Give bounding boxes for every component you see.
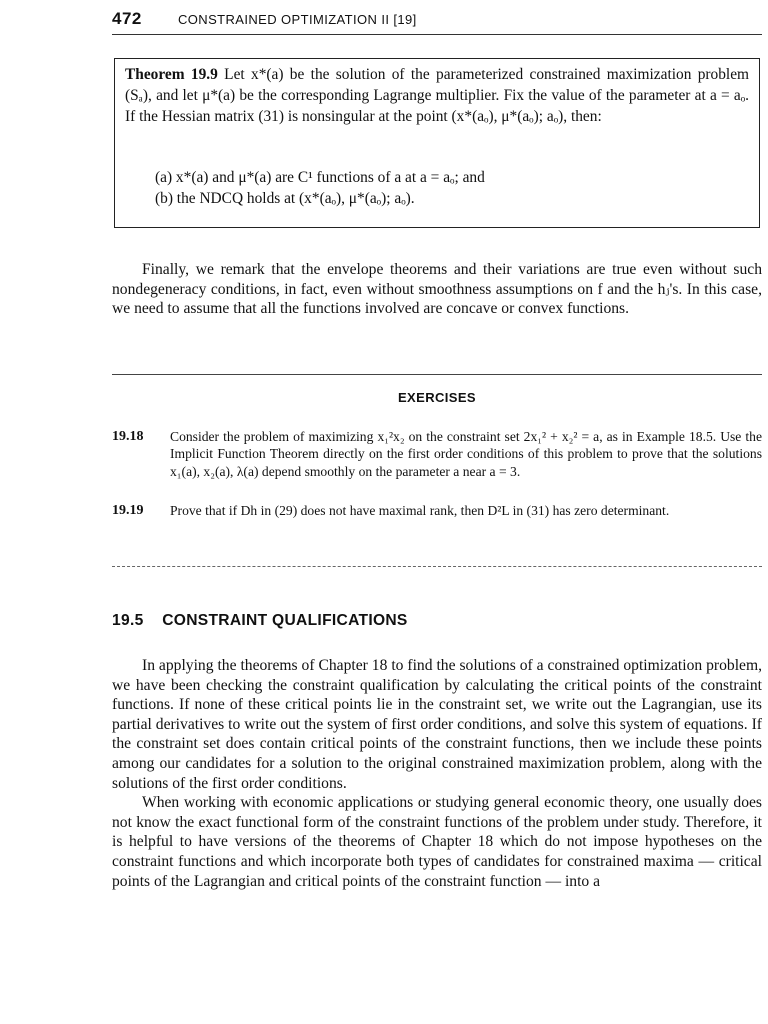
theorem-text: Let x*(a) be the solution of the parameterized constrained maximization problem (Sₐ), and let μ*(a) be the corresponding Lagrange multiplier. Fix the value of the parameter at a = aₒ. If the Hessian matrix (31) is nonsingular at the point (x*(aₒ), μ*(aₒ); aₒ), then: bbox=[125, 66, 750, 125]
theorem-statement bbox=[125, 64, 749, 127]
section-heading bbox=[112, 612, 762, 630]
closing-paragraph bbox=[112, 260, 762, 319]
section-title: CONSTRAINT QUALIFICATIONS bbox=[162, 612, 408, 629]
exercise-text: Prove that if Dh in (29) does not have maximal rank, then D²L in (31) has zero determinant. bbox=[170, 503, 670, 518]
theorem-label: Theorem 19.9 bbox=[125, 66, 218, 83]
exercise-19-19 bbox=[112, 502, 762, 538]
theorem-item-b: (b) the NDCQ holds at (x*(aₒ), μ*(aₒ); aₒ). bbox=[155, 190, 415, 207]
page-number: 472 bbox=[112, 9, 142, 28]
exercise-number: 19.19 bbox=[112, 503, 144, 518]
closing-paragraph-text: Finally, we remark that the envelope theorems and their variations are true even without such nondegeneracy conditions, in fact, even without smoothness assumptions on f and the hⱼ's. In this case, we need to assume that all the functions involved are concave or convex functions. bbox=[112, 261, 762, 318]
section-paragraph-1: In applying the theorems of Chapter 18 to find the solutions of a constrained optimization problem, we have been checking the constraint qualification by calculating the critical points of the constraint functions. If none of these critical points lie in the constraint set, we write out the Lagrangian, use its partial derivatives to write out the system of first order conditions, and solve this system of equations. If the constraint set does contain critical points of the constraint functions, then we include these points among our candidates for a solution to the original constrained maximization problem, along with the solutions of the first order conditions. bbox=[112, 657, 762, 792]
exercise-19-18 bbox=[112, 428, 762, 498]
theorem-item-a: (a) x*(a) and μ*(a) are C¹ functions of a at a = aₒ; and bbox=[155, 169, 485, 186]
theorem-box bbox=[114, 58, 760, 228]
section-body bbox=[112, 656, 762, 891]
page-header bbox=[112, 8, 762, 35]
exercises-top-rule bbox=[112, 374, 762, 375]
section-number: 19.5 bbox=[112, 612, 144, 629]
section-paragraph-2: When working with economic applications or studying general economic theory, one usually does not know the exact functional form of the constraint functions of the problem under study. Therefore, it is helpful to have versions of the theorems of Chapter 18 which do not impose hypotheses on the constraint functions and which incorporate both types of candidates for constrained maxima — critical points of the Lagrangian and critical points of the constraint function — into a bbox=[112, 794, 762, 890]
exercises-bottom-rule bbox=[112, 566, 762, 567]
exercises-heading: EXERCISES bbox=[397, 390, 476, 405]
running-head: CONSTRAINED OPTIMIZATION II [19] bbox=[178, 12, 417, 27]
exercise-number: 19.18 bbox=[112, 429, 144, 444]
exercise-text: Consider the problem of maximizing x₁²x₂ on the constraint set 2x₁² + x₂² = a, as in Example 18.5. Use the Implicit Function Theorem directly on the first order conditions of this problem to prove that the solutions x₁(a), x₂(a), λ(a) depend smoothly on the parameter a near a = 3. bbox=[170, 429, 762, 479]
